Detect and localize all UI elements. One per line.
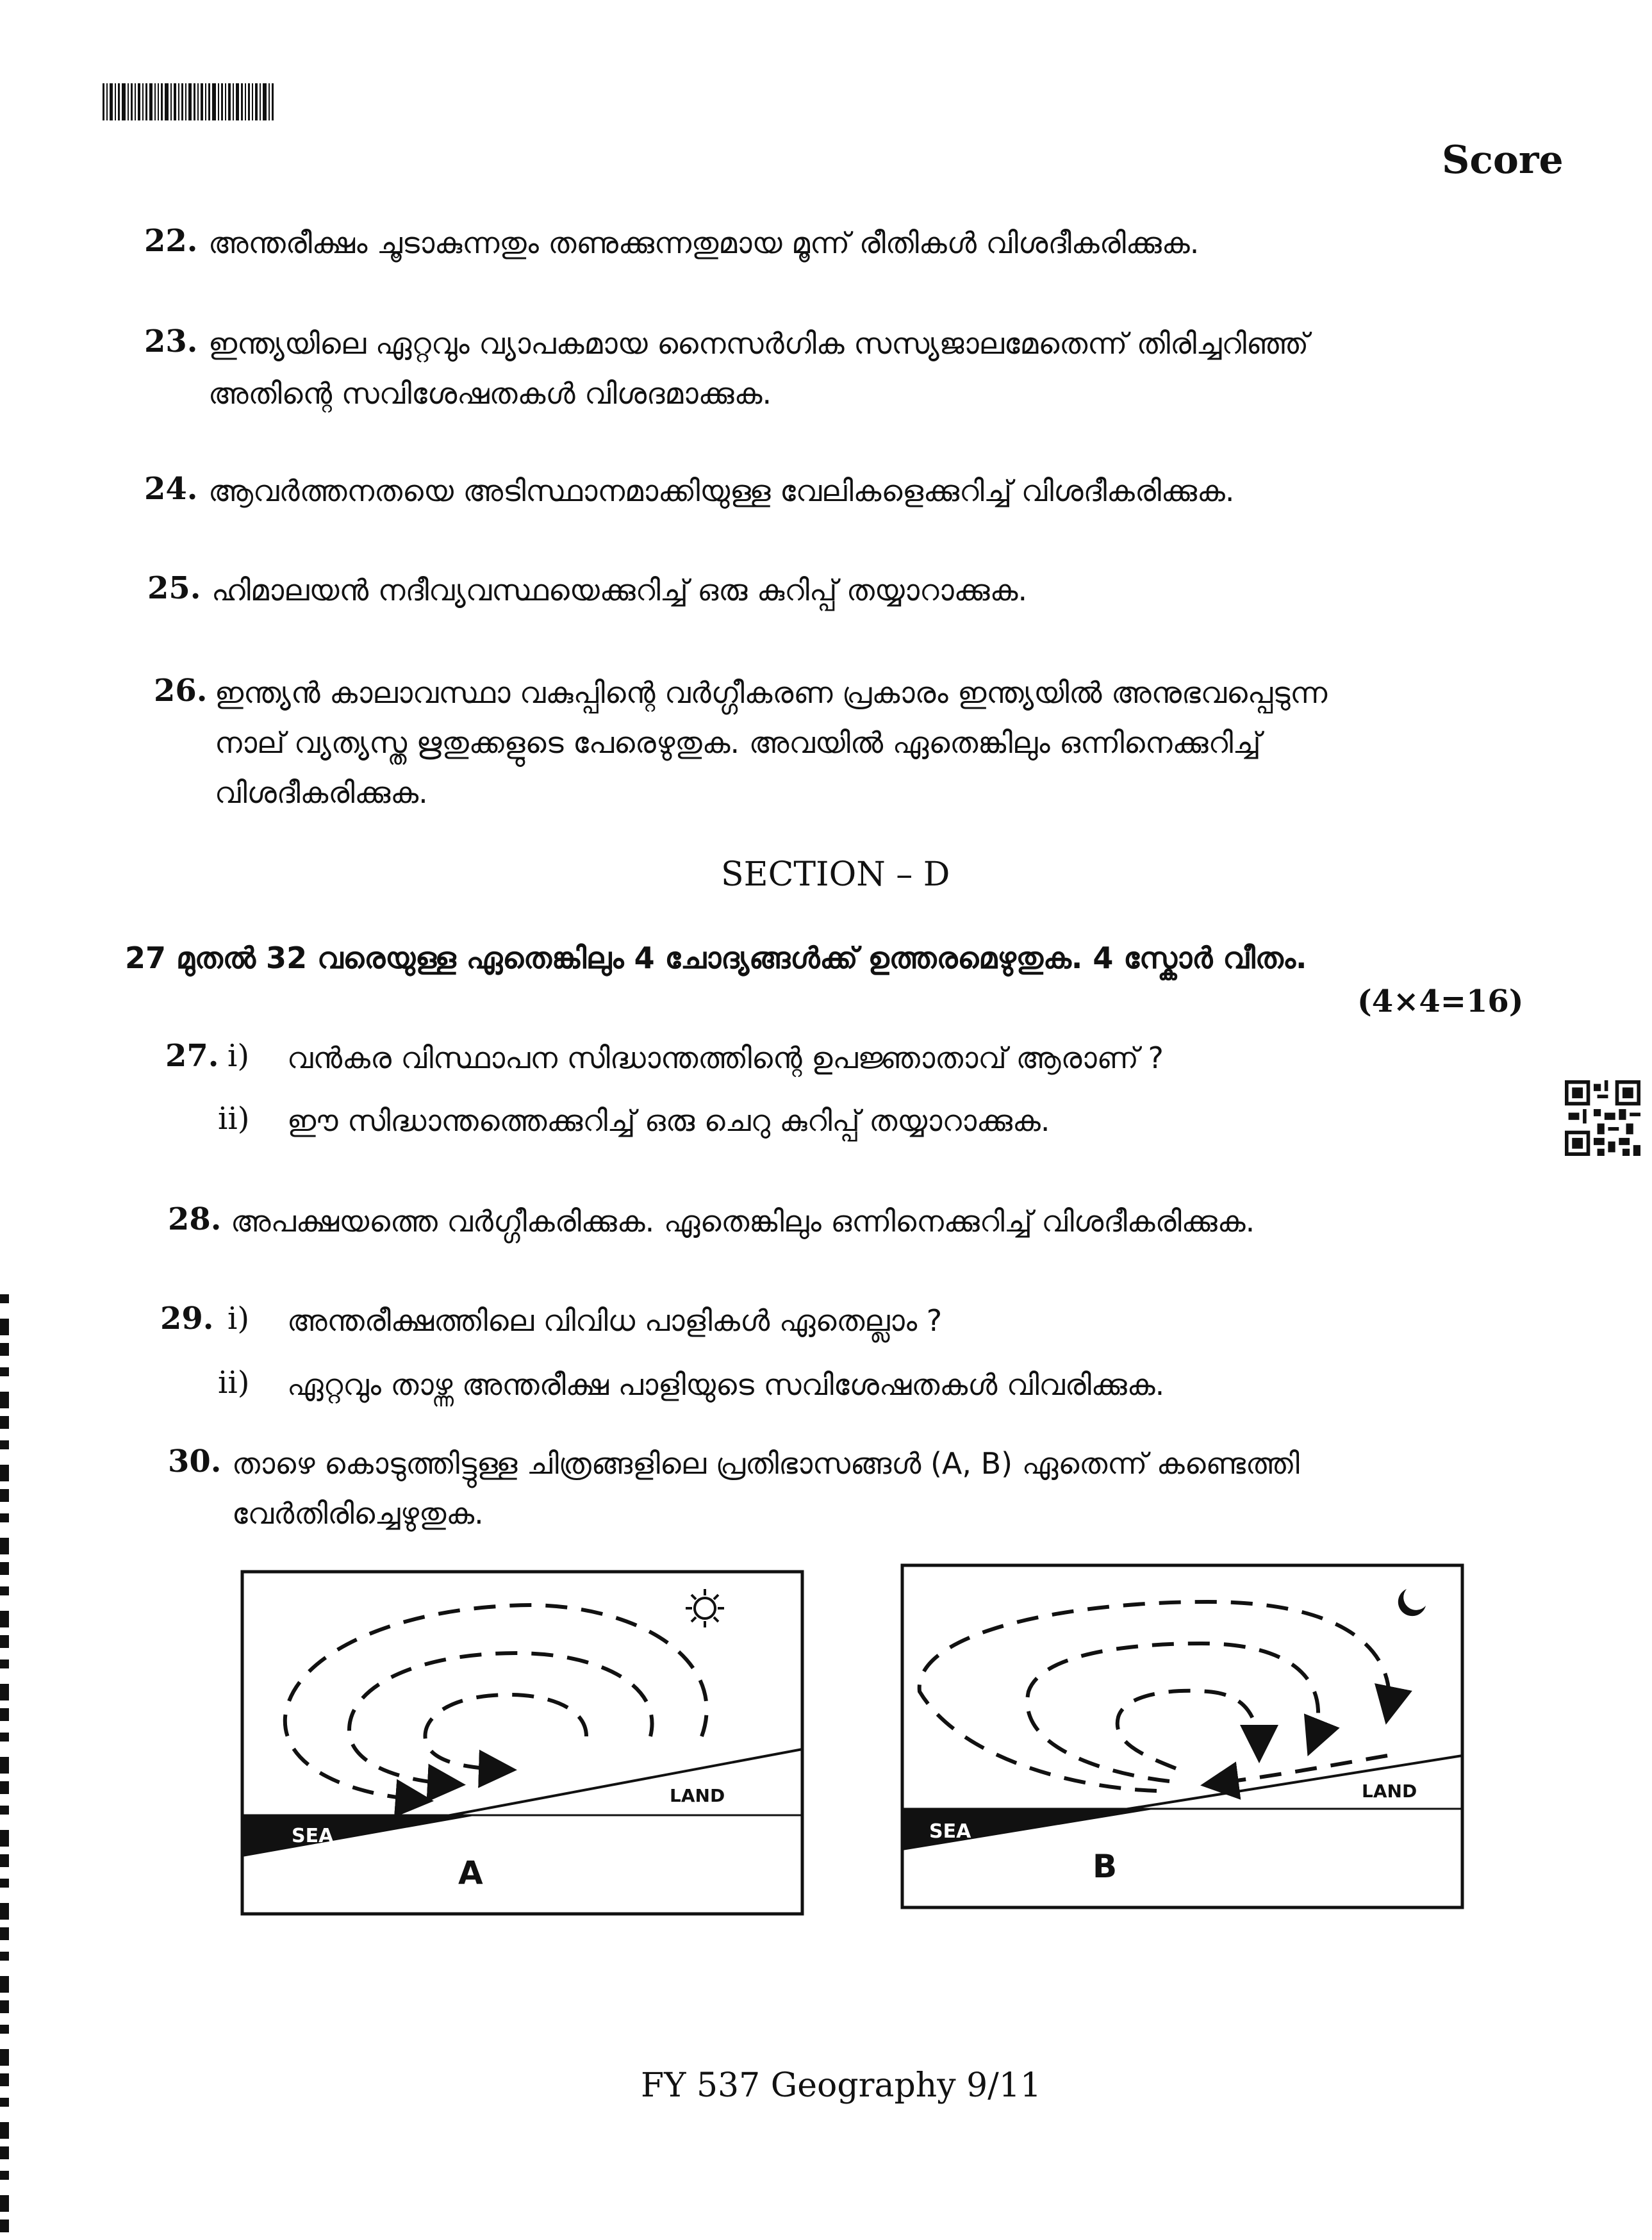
question-text: അപക്ഷയത്തെ വർഗ്ഗീകരിക്കുക. ഏതെങ്കിലും ഒന്നിനെക്കുറിച്ച് വിശദീകരിക്കുക. (231, 1204, 1255, 1239)
sub-label: ii) (218, 1101, 250, 1137)
question-text: ഇന്ത്യൻ കാലാവസ്ഥാ വകുപ്പിന്റെ വർഗ്ഗീകരണ പ്രകാരം ഇന്ത്യയിൽ അനുഭവപ്പെടുന്ന (215, 675, 1328, 710)
question-text: താഴെ കൊടുത്തിട്ടുള്ള ചിത്രങ്ങളിലെ പ്രതിഭാസങ്ങൾ (A, B) ഏതെന്ന് കണ്ടെത്തി (232, 1446, 1300, 1481)
question-number: 23. (144, 324, 198, 359)
question-number: 25. (147, 570, 201, 606)
question-number: 27. (165, 1038, 219, 1074)
diagram-a (240, 1570, 804, 1916)
question-text: ഇന്ത്യയിലെ ഏറ്റവും വ്യാപകമായ നൈസർഗിക സസ്യജാലമേതെന്ന് തിരിച്ചറിഞ്ഞ് (208, 326, 1309, 361)
land-label: LAND (670, 1785, 725, 1806)
question-number: 24. (144, 471, 198, 507)
score-label: Score (1442, 138, 1564, 183)
question-number: 30. (168, 1444, 222, 1479)
sub-label: i) (227, 1301, 250, 1337)
question-text: വിശദീകരിക്കുക. (215, 775, 428, 810)
question-text: ഈ സിദ്ധാന്തത്തെക്കുറിച്ച് ഒരു ചെറു കുറിപ്പ് തയ്യാറാക്കുക. (287, 1103, 1050, 1138)
marks-allocation: (4×4=16) (1357, 984, 1524, 1019)
question-number: 28. (168, 1201, 222, 1237)
sub-label: ii) (218, 1365, 250, 1401)
sea-label: SEA (292, 1825, 334, 1847)
question-text: ഹിമാലയൻ നദീവ്യവസ്ഥയെക്കുറിച്ച് ഒരു കുറിപ്പ് തയ്യാറാക്കുക. (211, 573, 1028, 607)
section-instruction: 27 മുതൽ 32 വരെയുള്ള ഏതെങ്കിലും 4 ചോദ്യങ്ങൾക്ക് ഉത്തരമെഴുതുക. 4 സ്കോർ വീതം. (125, 941, 1307, 975)
question-text: ഏറ്റവും താഴ്ന്ന അന്തരീക്ഷ പാളിയുടെ സവിശേഷതകൾ വിവരിക്കുക. (287, 1367, 1165, 1402)
question-text: ആവർത്തനതയെ അടിസ്ഥാനമാക്കിയുള്ള വേലികളെക്കുറിച്ച് വിശദീകരിക്കുക. (208, 474, 1235, 508)
qr-code (1565, 1080, 1640, 1156)
question-text: വേർതിരിച്ചെഴുതുക. (232, 1496, 484, 1531)
question-text: വൻകര വിസ്ഥാപന സിദ്ധാന്തത്തിന്റെ ഉപജ്ഞാതാവ് ആരാണ് ? (287, 1041, 1164, 1075)
scan-edge-marks (0, 1294, 9, 2240)
question-number: 26. (154, 673, 208, 709)
question-text: അന്തരീക്ഷം ചൂടാകുന്നതും തണുക്കുന്നതുമായ മൂന്ന് രീതികൾ വിശദീകരിക്കുക. (208, 226, 1200, 260)
question-number: 22. (144, 223, 198, 259)
question-text: നാല് വ്യത്യസ്ത ഋതുക്കളുടെ പേരെഴുതുക. അവയിൽ ഏതെങ്കിലും ഒന്നിനെക്കുറിച്ച് (215, 725, 1261, 760)
question-number: 29. (160, 1301, 214, 1337)
sea-label: SEA (929, 1820, 971, 1843)
diagram-letter: B (1093, 1848, 1118, 1885)
question-text: അന്തരീക്ഷത്തിലെ വിവിധ പാളികൾ ഏതെല്ലാം ? (287, 1303, 943, 1338)
sub-label: i) (227, 1038, 250, 1074)
land-label: LAND (1362, 1781, 1417, 1802)
section-title: SECTION – D (721, 855, 950, 894)
diagram-b (900, 1563, 1464, 1909)
page-footer: FY 537 Geography 9/11 (641, 2066, 1041, 2105)
diagram-letter: A (458, 1854, 483, 1891)
question-text: അതിന്റെ സവിശേഷതകൾ വിശദമാക്കുക. (208, 376, 772, 411)
barcode (103, 83, 336, 120)
